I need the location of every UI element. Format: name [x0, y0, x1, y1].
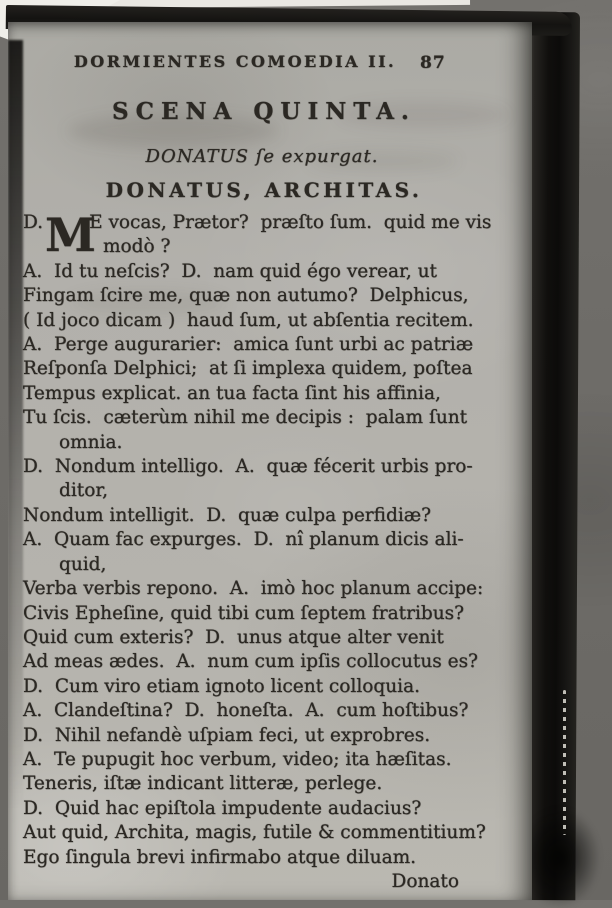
text-line: Tempus explicat. an tua facta ſint his affinia, [23, 382, 441, 404]
scene-heading: SCENA QUINTA. [112, 98, 416, 125]
text-line: Reſponſa Delphici; at ſi implexa quidem, poſtea [23, 358, 473, 380]
binding-stitch-line [563, 690, 566, 835]
text-line: modò ? [103, 236, 171, 258]
text-line: A. Id tu neſcis? D. nam quid égo verear, ut [23, 260, 437, 282]
speaker-label: D. [23, 212, 44, 233]
text-line: A. Perge augurarier: amica ſunt urbi ac patriæ [23, 334, 474, 356]
text-line: D. Nihil nefandè uſpiam feci, ut exprobres. [23, 724, 431, 746]
catchword: Donato [391, 870, 459, 892]
text-line: A. Clandeſtina? D. honeſta. A. cum hoſtibus? [23, 700, 469, 722]
binding-dark-stain [520, 808, 600, 908]
text-line: Aut quid, Archita, magis, futile & commentitium? [23, 822, 486, 844]
text-line: omnia. [59, 431, 123, 453]
text-line: ditor, [59, 480, 109, 502]
characters-heading: DONATUS, ARCHITAS. [105, 178, 423, 202]
drop-cap-initial: M [45, 208, 96, 262]
running-header-title: DORMIENTES COMOEDIA II. [73, 52, 397, 71]
text-line: Quid cum exteris? D. unus atque alter venit [23, 626, 444, 648]
text-line: D. Nondum intelligo. A. quæ fécerit urbis pro- [23, 456, 473, 478]
stage-direction: DONATUS ſe expurgat. [145, 146, 379, 167]
text-line: Fingam ſcire me, quæ non autumo? Delphicus, [23, 285, 469, 307]
text-line: D. Cum viro etiam ignoto licent colloquia. [23, 675, 420, 697]
text-line: ( Id joco dicam ) haud ſum, ut abſentia recitem. [23, 309, 474, 331]
text-line: Teneris, iſtæ indicant litteræ, perlege. [23, 773, 383, 795]
text-line: D. Quid hac epiſtola impudente audacius? [23, 797, 422, 819]
text-line: quid, [59, 553, 107, 575]
text-line: Ego ſingula brevi infirmabo atque diluam. [23, 846, 417, 868]
text-line: A. Te pupugit hoc verbum, video; ita hæſitas. [23, 748, 452, 770]
body-text-block [23, 208, 525, 894]
text-line: Nondum intelligit. D. quæ culpa perfidiæ? [23, 504, 432, 526]
page-left-edge-shadow [8, 40, 23, 810]
text-line: Verba verbis repono. A. imò hoc planum accipe: [23, 578, 484, 600]
text-line: Ad meas ædes. A. num cum ipſis collocutus es? [23, 651, 478, 673]
text-line: A. Quam fac expurges. D. nî planum dicis ali- [23, 529, 464, 551]
text-line-content: E vocas, Prætor? præſto ſum. quid me vis [89, 212, 492, 233]
page-number: 87 [420, 53, 446, 73]
text-line [23, 211, 525, 235]
text-line: Civis Epheſine, quid tibi cum ſeptem fratribus? [23, 602, 465, 624]
text-line: Tu ſcis. cæterùm nihil me decipis : palam ſunt [23, 407, 468, 429]
page-surface [8, 22, 532, 900]
